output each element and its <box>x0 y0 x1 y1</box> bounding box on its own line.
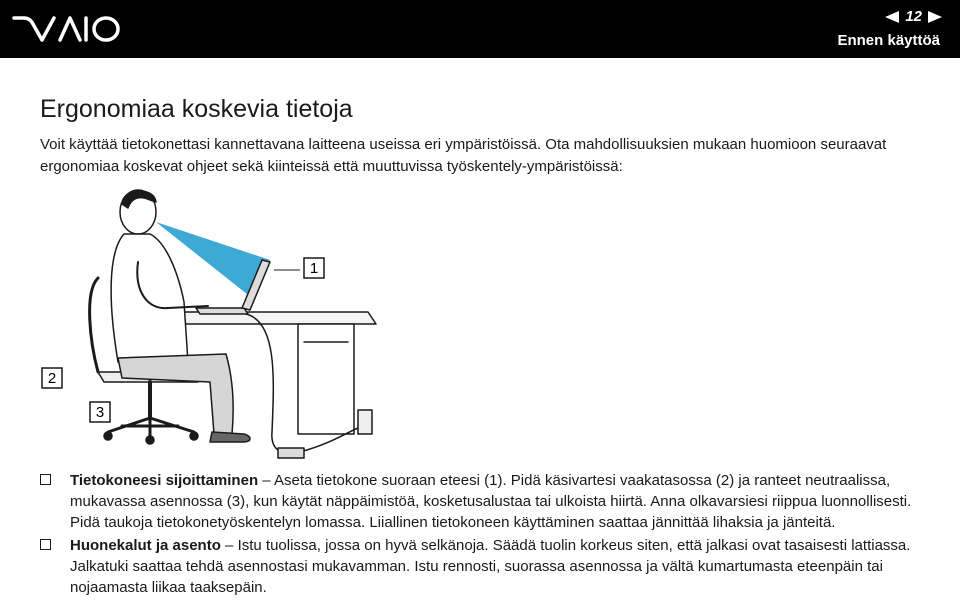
item-dash: – <box>258 472 274 489</box>
callout-2-label: 2 <box>47 370 57 387</box>
page-navigation <box>885 8 942 25</box>
page-title: Ergonomiaa koskevia tietoja <box>40 95 353 123</box>
page-header <box>0 0 960 58</box>
item-heading: Huonekalut ja asento <box>70 537 221 554</box>
callout-1 <box>274 258 324 278</box>
checkbox-bullet-icon <box>40 539 51 550</box>
torso <box>111 234 188 362</box>
item-text: Istu tuolissa, jossa on hyvä selkänoja. Säädä tuolin korkeus siten, että jalkasi ovat tasaisesti lattiassa. Jalkatuki saattaa tehdä asennostasi mukavamman. Istu rennosti, suorassa asennossa ja vältä kumartumasta eteenpäin tai nojaamasta liikaa taaksepäin. <box>70 537 911 596</box>
item-heading: Tietokoneesi sijoittaminen <box>70 472 259 489</box>
item-text: Aseta tietokone suoraan eteesi (1). Pidä käsivartesi vaakatasossa (2) ja ranteet neutraalissa, mukavassa asennossa (3), kun käytät näppäimistöä, kosketusalustaa tai ulkoista hiirtä. Anna olkavarsiesi riippua luonnollisesti. Pidä taukoja tietokonetyöskentelyn lomassa. Liiallinen tietokoneen käyttäminen saattaa jännittää lihaksia ja jänteitä. <box>70 472 912 531</box>
list-item <box>40 470 940 533</box>
callout-2 <box>42 368 62 388</box>
next-page-arrow-icon[interactable] <box>928 11 942 23</box>
checkbox-bullet-icon <box>40 474 51 485</box>
guideline-list <box>40 470 940 600</box>
power-adapter <box>278 448 304 458</box>
chair-back <box>90 278 98 372</box>
vaio-logo-icon <box>10 10 122 53</box>
shoe <box>210 432 250 442</box>
callout-3-label: 3 <box>95 404 105 421</box>
callout-3 <box>90 402 110 422</box>
prev-page-arrow-icon[interactable] <box>885 11 899 23</box>
desk-pedestal <box>298 324 354 434</box>
page-number: 12 <box>905 8 922 25</box>
ergonomics-illustration <box>38 182 418 469</box>
section-label: Ennen käyttöä <box>837 32 940 49</box>
list-item <box>40 535 940 598</box>
callout-1-label: 1 <box>309 260 319 277</box>
laptop-base-shape <box>196 308 248 314</box>
chair-base <box>108 418 194 436</box>
item-dash: – <box>220 537 238 554</box>
intro-paragraph: Voit käyttää tietokonettasi kannettavana laitteena useissa eri ympäristöissä. Ota mahdollisuuksien mukaan huomioon seuraavat ergonomiaa koskevat ohjeet sekä kiinteissä että muuttuvissa työskentely-ympäristöissä: <box>40 136 887 175</box>
wall-socket <box>358 410 372 434</box>
